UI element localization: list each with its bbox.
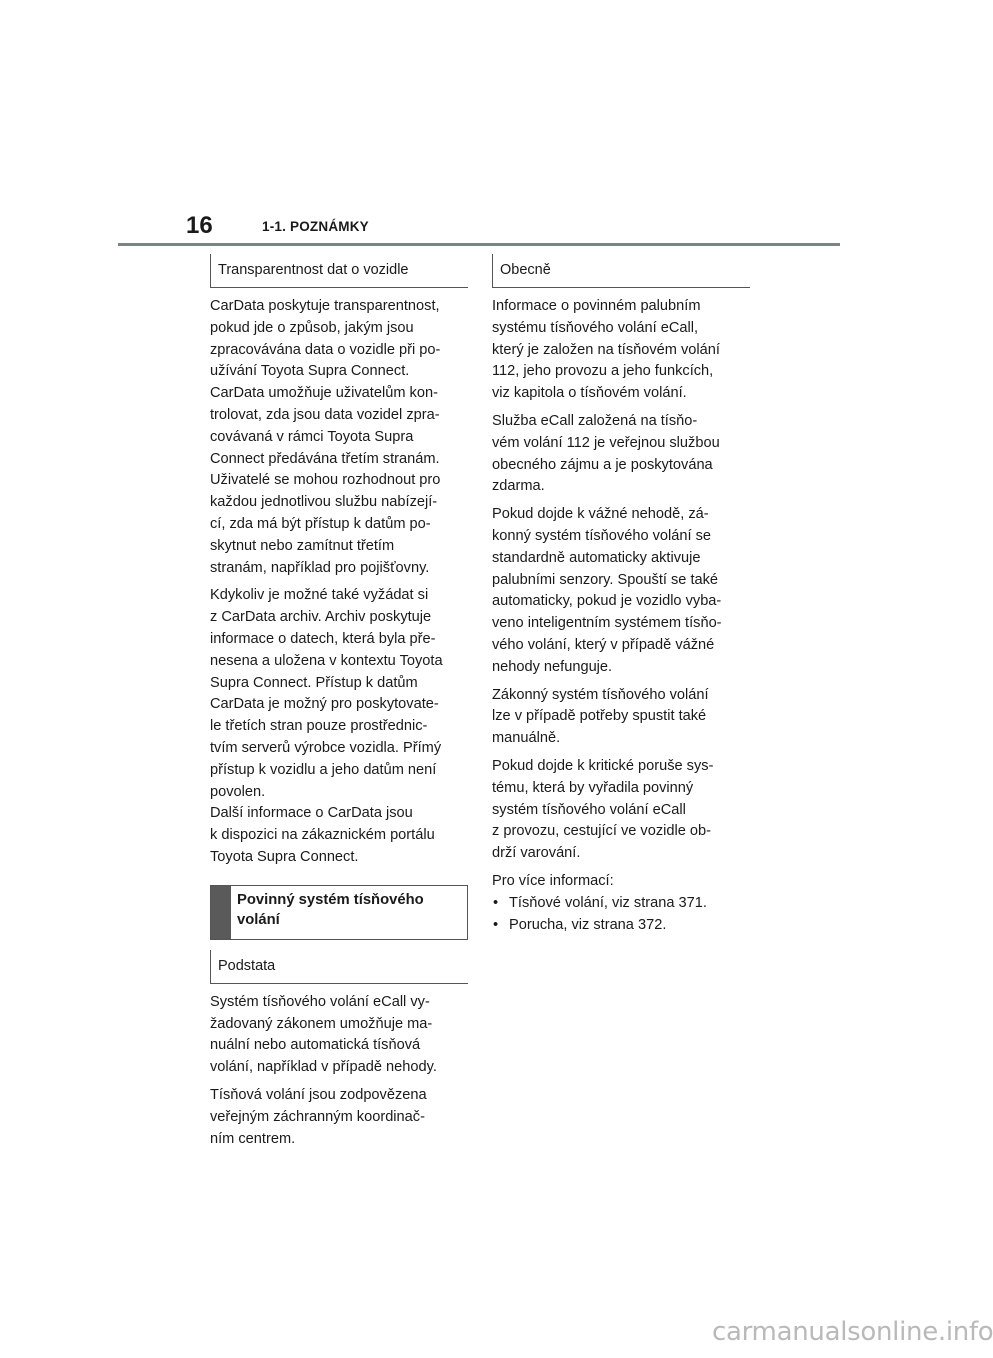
section-title: 1-1. POZNÁMKY xyxy=(262,219,369,234)
list-item: • Porucha, viz strana 372. xyxy=(492,915,750,937)
subheading-transparency: Transparentnost dat o vozidle xyxy=(210,254,468,288)
subheading-general: Obecně xyxy=(492,254,750,288)
paragraph: Systém tísňového volání eCall vy- žadovaný zákonem umožňuje ma- nuální nebo automatická tísňová volání, například v případě nehody. xyxy=(210,993,437,1076)
list-item: • Tísňové volání, viz strana 371. xyxy=(492,893,750,915)
subheading-basis: Podstata xyxy=(210,950,468,984)
watermark: carmanualsonline.info xyxy=(712,1317,993,1347)
left-column xyxy=(210,254,468,1156)
paragraph: Pokud dojde k kritické poruše sys- tému, která by vyřadila povinný systém tísňového volání eCall z provozu, cestující ve vozidle ob- drží varování. xyxy=(492,757,714,862)
paragraph: Služba eCall založená na tísňo- vém volání 112 je veřejnou službou obecného zájmu a je poskytována zdarma. xyxy=(492,412,720,495)
paragraph: Zákonný systém tísňového volání lze v případě potřeby spustit také manuálně. xyxy=(492,686,709,747)
paragraph: Pokud dojde k vážné nehodě, zá- konný systém tísňového volání se standardně automaticky aktivuje palubními senzory. Spouští se také automaticky, pokud je vozidlo vyba- veno inteligentním systémem tísňo- vého volání, který v případě vážné nehody nefunguje. xyxy=(492,506,722,675)
section-heading-text: Povinný systém tísňového volání xyxy=(237,891,424,928)
paragraph: CarData poskytuje transparentnost, pokud jde o způsob, jakým jsou zpracovávána data o vozidle při po- užívání Toyota Supra Connect. CarData umožňuje uživatelům kon- trolovat, zda jsou data vozidel zpra- covávaná v rámci Toyota Supra Connect předávána třetím stranám. Uživatelé se mohou rozhodnout pro každou jednotlivou službu nabízejí- cí, zda má být přístup k datům po- skytnut nebo zamítnut třetím stranám, například pro pojišťovny. xyxy=(210,298,441,576)
paragraph: Tísňová volání jsou zodpovězena veřejným záchranným koordinač- ním centrem. xyxy=(210,1086,427,1147)
paragraph: Pro více informací: xyxy=(492,872,614,889)
bullet-list xyxy=(492,893,750,937)
page-number: 16 xyxy=(186,212,213,239)
paragraph: Informace o povinném palubním systému tísňového volání eCall, který je založen na tísňovém volání 112, jeho provozu a jeho funkcích, viz kapitola o tísňovém volání. xyxy=(492,298,720,402)
header-divider xyxy=(118,243,840,246)
heading-marker-bar xyxy=(211,886,231,939)
paragraph: Kdykoliv je možné také vyžádat si z CarData archiv. Archiv poskytuje informace o datech, která byla pře- nesena a uložena v kontextu Toyota Supra Connect. Přístup k datům CarData je možný pro poskytovate- le třetích stran pouze prostřednic- tvím serverů výrobce vozidla. Přímý přístup k vozidlu a jeho datům není povolen. Další informace o CarData jsou k dispozici na zákaznickém portálu Toyota Supra Connect. xyxy=(210,587,443,865)
right-column xyxy=(492,254,750,936)
section-heading-emergency-call xyxy=(210,885,468,940)
